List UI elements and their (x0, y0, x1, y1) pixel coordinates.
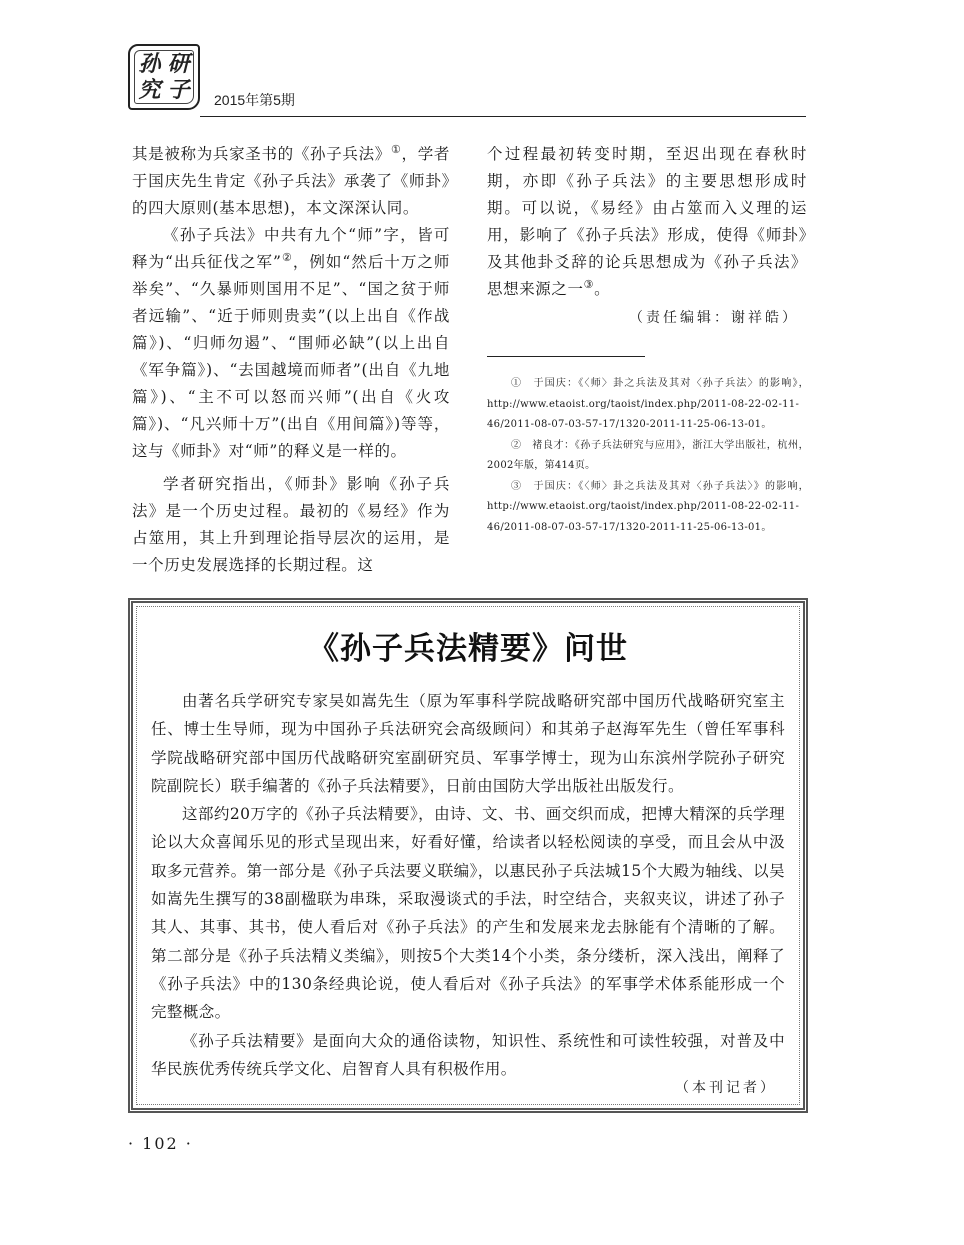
footnote-mark: ② (511, 439, 522, 451)
announcement-paragraph-2: 这部约20万字的《孙子兵法精要》，由诗、文、书、画交织而成，把博大精深的兵学理论以大众喜闻乐见的形式呈现出来，好看好懂，给读者以轻松阅读的享受，而且会从中汲取多元营养。第一部分是《孙子兵法要义联编》，以惠民孙子兵法城15个大殿为轴线、以吴如嵩先生撰写的38副楹联为串珠，采取漫谈式的手法，时空结合，夹叙夹议，讲述了孙子其人、其事、其书，使人看后对《孙子兵法》的产生和发展来龙去脉能有个清晰的了解。第二部分是《孙子兵法精义类编》，则按5个大类14个小类，条分缕析，深入浅出，阐释了《孙子兵法》中的130条经典论说，使人看后对《孙子兵法》的军事学术体系能形成一个完整概念。 (151, 805, 785, 1022)
footnote-2 (487, 436, 809, 477)
left-paragraph-2 (132, 222, 450, 465)
footnote-1 (487, 374, 809, 436)
footnote-text: 于国庆：《〈师〉卦之兵法及其对〈孙子兵法〉的影响》，http://www.etaoist.org/taoist/index.php/2011-08-22-02-11-46/2011-08-07-03-57-17/1320-2011-11-25-06-13-01。 (487, 378, 809, 430)
left-paragraph-3: 学者研究指出，《师卦》影响《孙子兵法》是一个历史过程。最初的《易经》作为占筮用，其上升到理论指导层次的运用，是一个历史发展选择的长期过程。这 (132, 475, 450, 574)
left-column (132, 141, 450, 579)
footnote-text: 于国庆：《〈师〉卦之兵法及其对〈孙子兵法〉》的影响，http://www.etaoist.org/taoist/index.php/2011-08-22-02-11-46/2011-08-07-03-57-17/1320-2011-11-25-06-13-01。 (487, 480, 809, 533)
responsible-editor: （责任编辑：谢祥皓） (629, 310, 799, 326)
right-p1-end: 。 (594, 280, 611, 298)
journal-logo (128, 44, 200, 110)
footnote-3 (487, 477, 809, 539)
logo-char: 究 (138, 77, 161, 103)
journal-logo-inner (134, 50, 194, 104)
footnote-rule (487, 356, 645, 357)
announcement-box (128, 598, 808, 1113)
right-p1-text: 个过程最初转变时期，至迟出现在春秋时期，亦即《孙子兵法》的主要思想形成时期。可以说，《易经》由占筮而入义理的运用，影响了《孙子兵法》形成，使得《师卦》及其他卦爻辞的论兵思想成为《孙子兵法》思想来源之一 (487, 145, 807, 298)
left-p2a-text: 《孙子兵法》中共有九个“师”字，皆可释为“出兵征伐之军” (132, 226, 450, 271)
page-number: · 102 · (128, 1134, 193, 1153)
footnotes (487, 374, 809, 538)
announcement-paragraph-1: 由著名兵学研究专家吴如嵩先生（原为军事科学院战略研究部中国历代战略研究室主任、博士生导师，现为中国孙子兵法研究会高级顾问）和其弟子赵海军先生（曾任军事科学院战略研究部中国历代战略研究室副研究员、军事学博士，现为山东滨州学院孙子研究院副院长）联手编著的《孙子兵法精要》，日前由国防大学出版社出版发行。 (151, 692, 785, 795)
logo-char: 研 (167, 51, 190, 77)
left-p1-cont: ，学者于国庆先生肯定《孙子兵法》承袭了《师卦》的四大原则(基本思想)，本文深深认同。 (132, 145, 450, 217)
right-paragraph-1 (487, 141, 807, 303)
footnote-ref-2[interactable]: ② (281, 250, 293, 264)
logo-char: 孙 (138, 51, 161, 77)
footnote-ref-1[interactable]: ① (390, 142, 402, 156)
announcement-signature: （本刊记者） (675, 1080, 777, 1096)
announcement-body (151, 687, 785, 1083)
announcement-title: 《孙子兵法精要》问世 (308, 631, 628, 667)
left-paragraph-1 (132, 141, 450, 222)
logo-char: 子 (167, 77, 190, 103)
header-rule (200, 116, 806, 117)
left-p2b-text: ，例如“然后十万之师举矣”、“久暴师则国用不足”、“国之贫于师者远输”、“近于师则贵卖”(以上出自《作战篇》)、“归师勿遏”、“围师必缺”(以上出自《军争篇》)、“去国越境而师者”(出自《九地篇》)、“主不可以怒而兴师”(出自《火攻篇》)、“凡兴师十万”(出自《用间篇》)等等，这与《师卦》对“师”的释义是一样的。 (132, 253, 450, 460)
footnote-mark: ① (511, 378, 523, 389)
footnote-ref-3[interactable]: ③ (583, 277, 595, 291)
issue-label: 2015年第5期 (214, 92, 295, 108)
footnote-mark: ③ (511, 480, 523, 492)
footnote-text: 褚良才：《孙子兵法研究与应用》，浙江大学出版社，杭州，2002年版，第414页。 (487, 439, 809, 471)
left-p1-text: 其是被称为兵家圣书的《孙子兵法》 (132, 145, 391, 163)
right-column (487, 141, 807, 332)
announcement-paragraph-3: 《孙子兵法精要》是面向大众的通俗读物，知识性、系统性和可读性较强，对普及中华民族优秀传统兵学文化、启智育人具有积极作用。 (151, 1031, 785, 1078)
